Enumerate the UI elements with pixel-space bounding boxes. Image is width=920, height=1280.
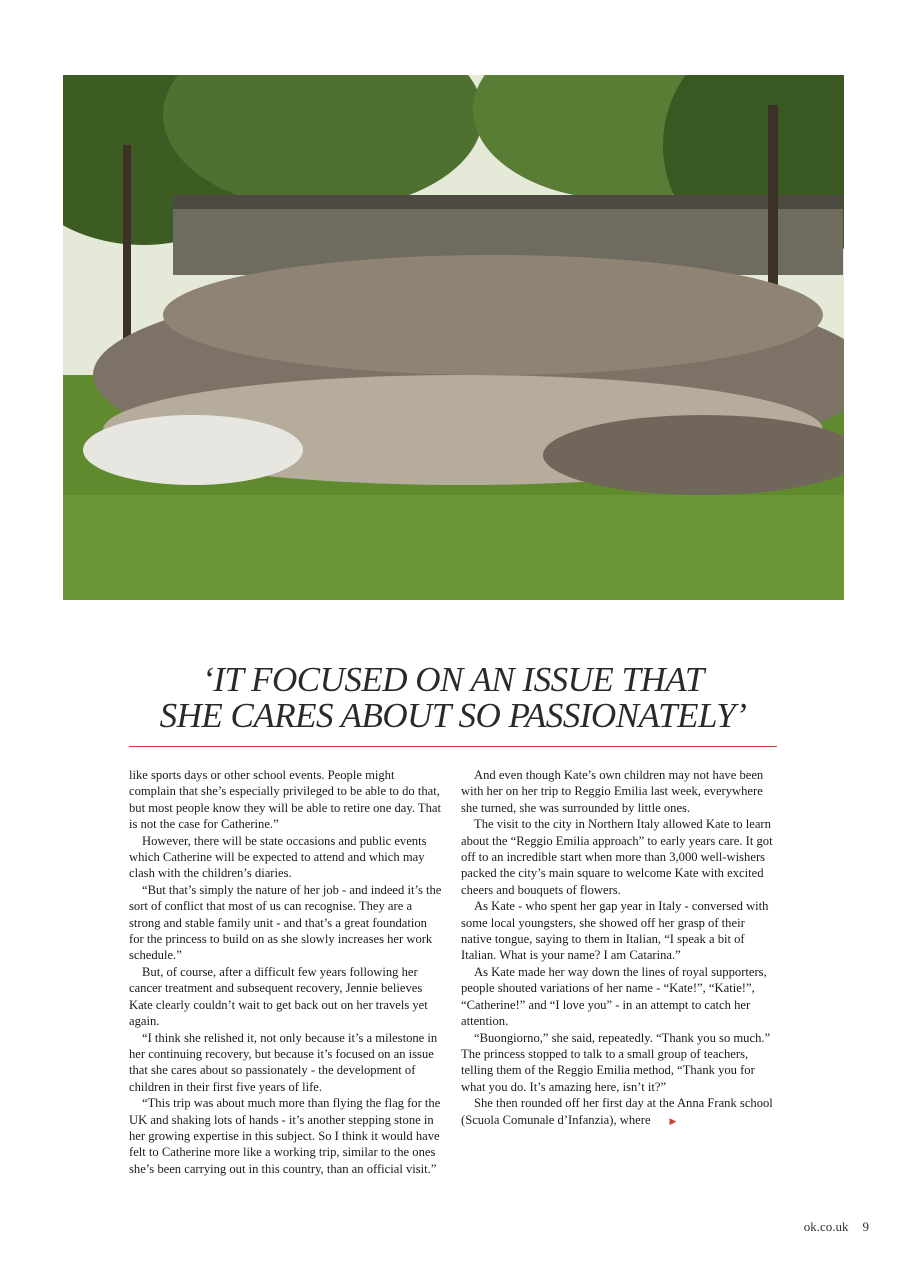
- paragraph: like sports days or other school events. People might complain that she’s especially privileged to be able to do that, but most people know they will be able to retire one day. That is not the case for Catherine.”: [129, 768, 441, 832]
- pull-quote: [129, 662, 777, 734]
- paragraph: And even though Kate’s own children may not have been with her on her trip to Reggio Emilia last week, everywhere she turned, she was surrounded by little ones.: [461, 768, 764, 815]
- paragraph: As Kate - who spent her gap year in Italy - conversed with some local youngsters, she showed off her grasp of their native tongue, saying to them in Italian, “I speak a bit of Italian. What is your name? I am Catarina.”: [461, 899, 769, 963]
- paragraph: “Buongiorno,” she said, repeatedly. “Thank you so much.” The princess stopped to talk to a small group of teachers, telling them of the Reggio Emilia method, “Thank you for what you do. It’s amazing here, isn’t it?”: [461, 1030, 771, 1094]
- group-photo: [63, 75, 844, 600]
- article-column-left: [129, 767, 442, 1177]
- paragraph: “This trip was about much more than flying the flag for the UK and shaking lots of hands - it’s another stepping stone in her growing expertise in this subject. So I think it would have felt to Catherine more like a working trip, similar to the ones she’s been carrying out in this country, than an official visit.”: [129, 1096, 441, 1176]
- page-footer: [804, 1219, 869, 1235]
- group-photo-icon: [63, 75, 844, 600]
- article-column-right: [461, 767, 774, 1129]
- paragraph: However, there will be state occasions and public events which Catherine will be expected to attend and which may clash with the children’s diaries.: [129, 833, 427, 881]
- triangle-right-icon: ▶: [669, 1115, 677, 1126]
- paragraph: The visit to the city in Northern Italy allowed Kate to learn about the “Reggio Emilia approach” to early years care. It got off to an incredible start when more than 3,000 well-wishers packed the city’s main square to welcome Kate with excited cheers and bouquets of flowers.: [461, 817, 773, 897]
- pull-quote-line-1: ‘IT FOCUSED ON AN ISSUE THAT: [202, 660, 704, 699]
- pull-quote-line-2: SHE CARES ABOUT SO PASSIONATELY’: [159, 696, 747, 735]
- divider-rule: [129, 746, 777, 747]
- site-url: ok.co.uk: [803, 1219, 849, 1234]
- paragraph: “I think she relished it, not only because it’s a milestone in her continuing recovery, but because it’s focused on an issue that she cares about so passionately - the development of children in their first five years of life.: [129, 1030, 438, 1094]
- paragraph: [461, 1095, 774, 1129]
- paragraph: “But that’s simply the nature of her job - and indeed it’s the sort of conflict that most of us can recognise. They are a strong and stable family unit - and that’s a great foundation for the princess to build on as she slowly increases her work schedule.”: [129, 882, 442, 963]
- paragraph-text: She then rounded off her first day at the Anna Frank school (Scuola Comunale d’Infanzia), where: [461, 1096, 773, 1127]
- paragraph: As Kate made her way down the lines of royal supporters, people shouted variations of her name - “Kate!”, “Katie!”, “Catherine!” and “I love you” - in an attempt to catch her attention.: [461, 964, 767, 1029]
- page-number: 9: [862, 1219, 869, 1234]
- paragraph: But, of course, after a difficult few years following her cancer treatment and subsequent recovery, Jennie believes Kate clearly couldn’t wait to get back out on her travels yet again.: [129, 964, 428, 1029]
